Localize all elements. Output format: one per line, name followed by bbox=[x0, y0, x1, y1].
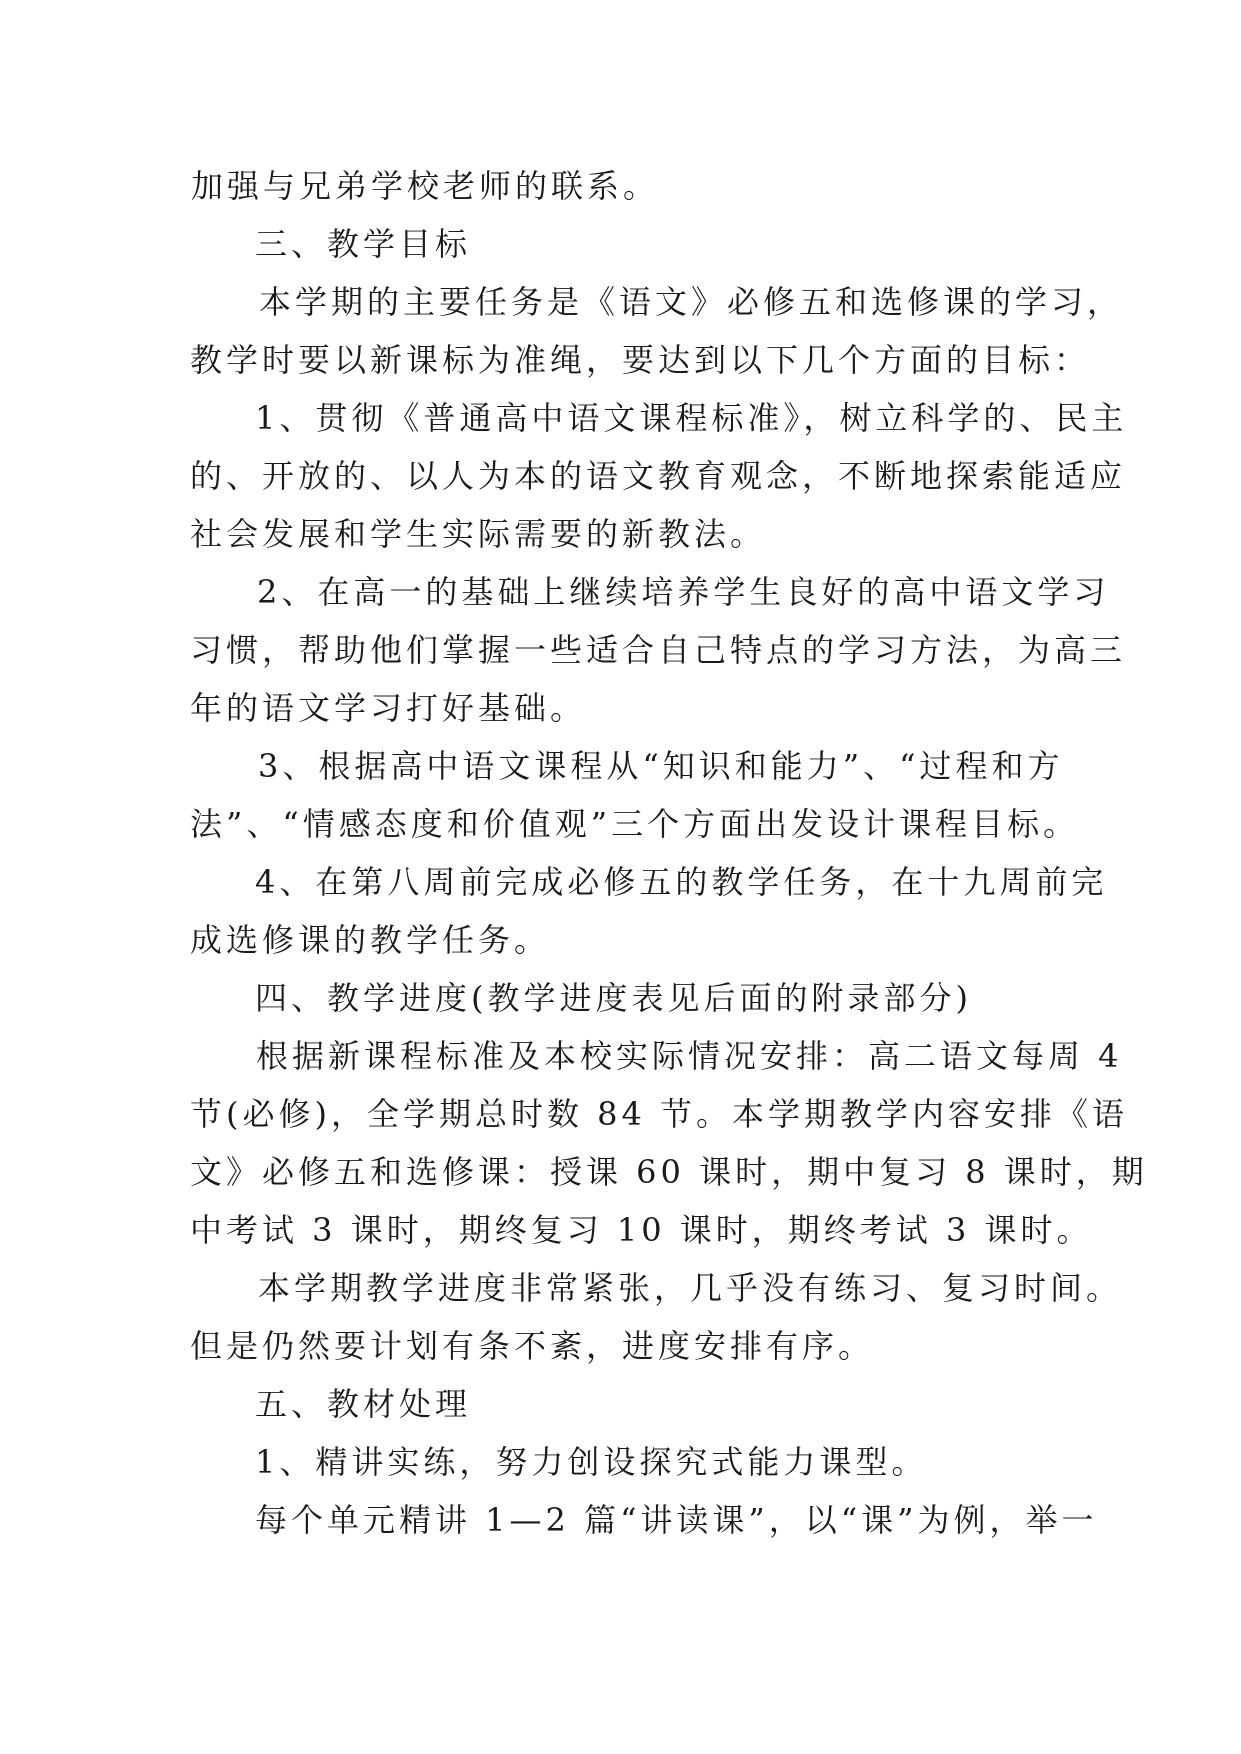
text-line: 根据新课程标准及本校实际情况安排：高二语文每周 4 bbox=[256, 1037, 1123, 1075]
text-line: 但是仍然要计划有条不紊，进度安排有序。 bbox=[190, 1327, 875, 1365]
text-line: 习惯，帮助他们掌握一些适合自己特点的学习方法，为高三 bbox=[190, 631, 1127, 669]
text-line: 文》必修五和选修课：授课 60 课时，期中复习 8 课时，期 bbox=[190, 1153, 1148, 1191]
text-line: 节(必修)，全学期总时数 84 节。本学期教学内容安排《语 bbox=[190, 1095, 1129, 1133]
section-heading: 四、教学进度(教学进度表见后面的附录部分) bbox=[255, 979, 972, 1017]
text-line: 成选修课的教学任务。 bbox=[190, 921, 551, 959]
section-heading: 五、教材处理 bbox=[255, 1385, 472, 1423]
section-heading: 三、教学目标 bbox=[255, 225, 472, 263]
text-line: 本学期教学进度非常紧张，几乎没有练习、复习时间。 bbox=[258, 1269, 1123, 1307]
list-item-line: 1、贯彻《普通高中语文课程标准》，树立科学的、民主 bbox=[255, 399, 1128, 437]
text-line: 法”、“情感态度和价值观”三个方面出发设计课程目标。 bbox=[190, 805, 1080, 843]
text-line: 每个单元精讲 1—2 篇“讲读课”，以“课”为例，举一 bbox=[255, 1501, 1098, 1539]
text-line: 社会发展和学生实际需要的新教法。 bbox=[190, 515, 767, 553]
text-line: 中考试 3 课时，期终复习 10 课时，期终考试 3 课时。 bbox=[190, 1211, 1093, 1249]
text-line: 教学时要以新课标为准绳，要达到以下几个方面的目标： bbox=[190, 341, 1091, 379]
list-item-line: 3、根据高中语文课程从“知识和能力”、“过程和方 bbox=[258, 747, 1064, 785]
text-line: 本学期的主要任务是《语文》必修五和选修课的学习， bbox=[259, 283, 1124, 321]
text-line: 加强与兄弟学校老师的联系。 bbox=[191, 167, 660, 205]
text-line: 年的语文学习打好基础。 bbox=[190, 689, 587, 727]
list-item-line: 1、精讲实练，努力创设探究式能力课型。 bbox=[255, 1443, 928, 1481]
list-item-line: 4、在第八周前完成必修五的教学任务，在十九周前完 bbox=[255, 863, 1108, 901]
list-item-line: 2、在高一的基础上继续培养学生良好的高中语文学习 bbox=[257, 573, 1110, 611]
text-line: 的、开放的、以人为本的语文教育观念，不断地探索能适应 bbox=[190, 457, 1127, 495]
